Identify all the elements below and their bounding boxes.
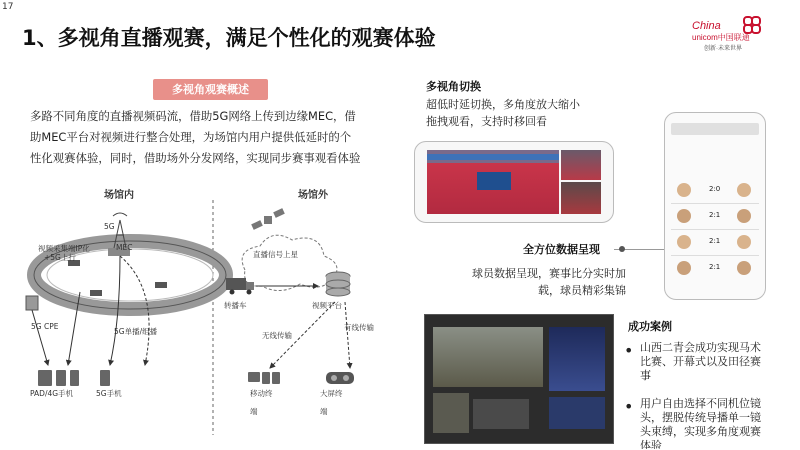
label-pad: PAD/4G手机 [30, 389, 74, 398]
switch-line: 超低时延切换，多角度放大缩小 [426, 98, 580, 111]
match-score: 2:1 [709, 237, 721, 245]
cloud-icon [242, 235, 337, 290]
bullet-icon: • [624, 397, 634, 416]
data-line: 球员数据呈现，赛事比分实时加 [472, 267, 626, 280]
switch-title: 多视角切换 [426, 80, 481, 93]
label-mobile: 移动终 [250, 389, 273, 398]
logo-latin-top: China [692, 20, 721, 32]
label-unicast: 5G单播/组播 [114, 327, 158, 336]
label-wireless: 无线传输 [262, 331, 292, 340]
outside-venue-label: 场馆外 [298, 190, 328, 201]
label-bigscreen-2: 端 [320, 407, 328, 416]
case-thumb [473, 399, 529, 429]
bullet-icon: • [624, 341, 634, 360]
label-truck: 转播车 [224, 301, 247, 310]
label-5g: 5G [104, 222, 115, 231]
cpe-icon [26, 296, 38, 310]
label-mec: MEC [116, 243, 133, 252]
logo-latin-bottom: unicom中国联通 [692, 33, 750, 42]
page-title: 1、多视角直播观赛，满足个性化的观赛体验 [22, 26, 436, 50]
camera-icon [68, 260, 167, 296]
case-logo-panel [549, 327, 605, 391]
label-cpe: 5G CPE [31, 322, 59, 331]
label-wired: 有线传输 [344, 323, 374, 332]
connector-dot [619, 246, 625, 252]
switch-text [426, 96, 626, 130]
label-camera: 视频采集端IP化 [38, 244, 90, 253]
case-thumb [433, 393, 469, 433]
case-main-video [433, 327, 543, 387]
label-mobile-2: 端 [250, 407, 258, 416]
case-thumb [549, 397, 605, 429]
case-screenshot [424, 314, 614, 444]
inside-venue-label: 场馆内 [104, 190, 134, 201]
match-score: 2:1 [709, 211, 721, 219]
side-video-view-2 [561, 182, 601, 214]
label-platform: 视频平台 [312, 301, 342, 310]
portrait-phone [664, 112, 766, 300]
match-row [671, 231, 759, 256]
label-5g-phone: 5G手机 [96, 389, 122, 398]
overview-line: 性化观赛体验，同时，借助场外分发网络，实现同步赛事观看体验 [30, 151, 361, 165]
phone-header [671, 123, 759, 135]
match-row [671, 205, 759, 230]
page-number: 17 [2, 2, 14, 12]
match-row [671, 257, 759, 281]
vr-headset-icon [326, 372, 354, 384]
case-title: 成功案例 [628, 320, 672, 333]
match-score: 2:0 [709, 185, 721, 193]
match-row [671, 179, 759, 204]
architecture-diagram [20, 180, 410, 445]
device-icons-inside [38, 370, 110, 386]
overview-line: 助MEC平台对视频进行整合处理，为场馆内用户提供低延时的个 [30, 130, 352, 144]
landscape-phone [414, 141, 614, 223]
switch-line: 拖拽观看，支持时移回看 [426, 115, 547, 128]
overview-paragraph [30, 106, 400, 169]
label-satellite: 直播信号上星 [253, 250, 298, 259]
side-video-view-1 [561, 150, 601, 180]
match-score: 2:1 [709, 263, 721, 271]
overview-tag: 多视角观赛概述 [153, 79, 268, 100]
overview-line: 多路不同角度的直播视频码流，借助5G网络上传到边缘MEC，借 [30, 109, 356, 123]
truck-icon [226, 278, 254, 295]
label-camera-2: +5G上行 [44, 253, 76, 262]
satellite-icon [251, 208, 285, 230]
diagram-svg [20, 180, 410, 445]
data-line: 载，球员精彩集锦 [538, 284, 626, 297]
device-icons-outside [248, 372, 280, 384]
case-list [624, 341, 794, 449]
data-title: 全方位数据呈现 [523, 243, 600, 256]
data-text [436, 265, 626, 299]
case-item: • 山西二青会成功实现马术 比赛、开幕式以及田径赛 事 [624, 341, 761, 382]
label-bigscreen: 大屏终 [320, 389, 343, 398]
database-icon [326, 272, 350, 296]
main-video-view [427, 150, 559, 214]
case-item: • 用户自由选择不同机位镜 头，摆脱传统导播单一镜 头束缚，实现多角度观赛 体验 [624, 397, 761, 449]
logo-slogan: 创新·未来世界 [704, 46, 742, 52]
